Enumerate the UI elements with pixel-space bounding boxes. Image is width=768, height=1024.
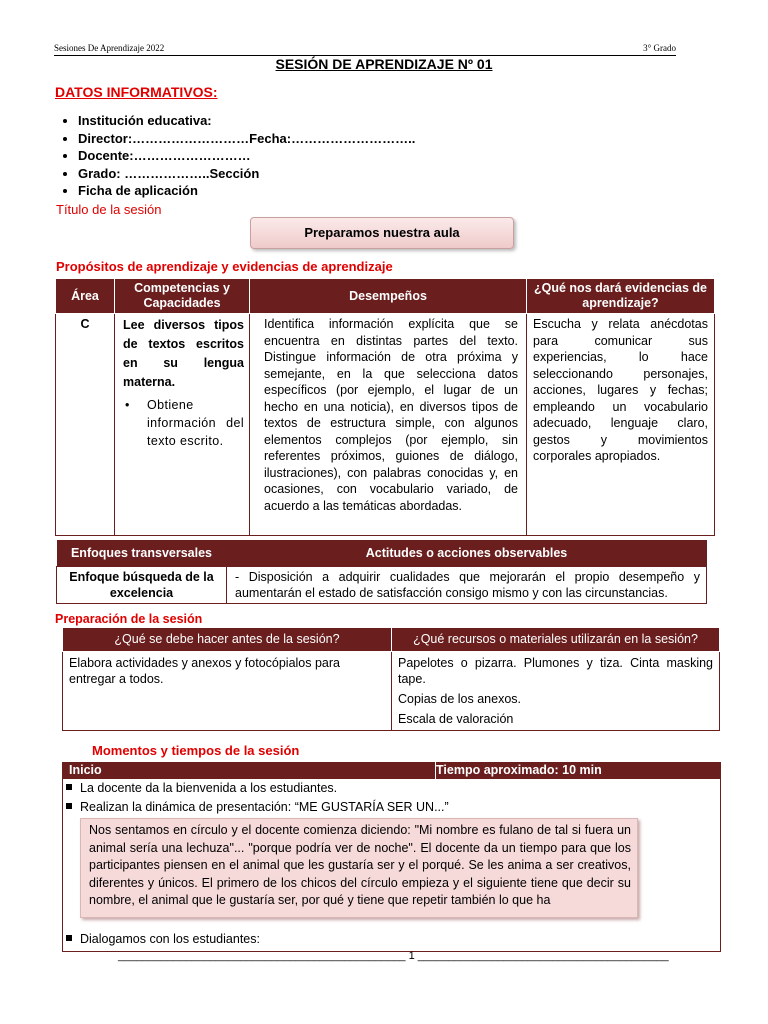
page-number: 1 — [408, 950, 415, 962]
desempeno-cell: Identifica información explícita que se encuentra en distintas partes del texto. Distingue información de otra próxima y semejante, en la que selecciona datos específicos (por ejemplo, el lugar de un hecho en una noticia), en diversos tipos de textos de estructura simple, con algunos elementos complejos (por ejemplo, sin referentes próximos, guiones de diálogo, ilustraciones), con palabras conocidas y, en ocasiones, con vocabulario variado, de acuerdo a las temáticas abordadas. — [250, 314, 527, 536]
titulo-label: Título de la sesión — [56, 202, 162, 217]
col-header-enfoques: Enfoques transversales — [57, 540, 227, 567]
col-header-desempenos: Desempeños — [250, 279, 527, 314]
info-item: • Grado: ………………..Sección — [78, 165, 415, 183]
square-bullet-icon — [66, 803, 72, 809]
info-item: • Docente:……………………… — [78, 147, 415, 165]
inicio-bullet — [66, 932, 260, 946]
info-item: • Director:………………………Fecha:……………………….. — [78, 130, 415, 148]
info-item: • Institución educativa: — [78, 112, 415, 130]
col-header-evidencias: ¿Qué nos dará evidencias de aprendizaje? — [527, 279, 715, 314]
propositos-heading: Propósitos de aprendizaje y evidencias de aprendizaje — [56, 259, 393, 274]
header-right: 3° Grado — [643, 43, 676, 53]
capacidad-text: Obtiene información del texto escrito. — [147, 398, 244, 448]
session-name-box: Preparamos nuestra aula — [250, 217, 514, 249]
col-header-antes: ¿Qué se debe hacer antes de la sesión? — [63, 628, 392, 652]
actitud-cell: - Disposición a adquirir cualidades que mejorarán el propio desempeño y aumentarán el estado de satisfacción consigo mismo y con las circunstancias. — [227, 567, 707, 604]
header-left: Sesiones De Aprendizaje 2022 — [54, 43, 165, 53]
capacidad-item — [123, 396, 244, 450]
page-footer — [118, 950, 669, 962]
competencia-text: Lee diversos tipos de textos escritos en su lengua materna. — [123, 318, 244, 389]
col-header-recursos: ¿Qué recursos o materiales utilizarán en la sesión? — [392, 628, 720, 652]
propositos-table — [55, 278, 715, 536]
evidencia-cell: Escucha y relata anécdotas para comunicar sus experiencias, lo hace seleccionando personajes, acciones, lugares y fechas; empleando un vocabulario adecuado, lenguaje claro, gestos y movimientos corporales apropiados. — [527, 314, 715, 536]
info-list — [48, 112, 415, 200]
col-header-actitudes: Actitudes o acciones observables — [227, 540, 707, 567]
info-item: • Ficha de aplicación — [78, 182, 415, 200]
bullet-icon: • — [125, 398, 130, 412]
datos-heading: DATOS INFORMATIVOS: — [55, 84, 218, 100]
recurso-item: Escala de valoración — [398, 712, 514, 726]
preparacion-heading: Preparación de la sesión — [55, 612, 203, 626]
dinamica-text: Nos sentamos en círculo y el docente comienza diciendo: "Mi nombre es fulano de tal si fuera un animal sería una lechuza"... "porque podría ver de noche". El docente da un tiempo para que los participantes piensen en el animal que les gustaría ser y el porqué. Se les anima a ser creativos, diferentes y únicos. El primero de los chicos del círculo empieza y el siguiente tiene que decir su nombre, el animal que le gustaría ser, por qué y tiene que repetir también lo que ha — [89, 823, 631, 907]
recursos-cell — [392, 652, 720, 731]
footer-line-left: _______________________________________________ — [118, 950, 406, 962]
inicio-tiempo: Tiempo aproximado: 10 min — [436, 763, 602, 777]
footer-line-right: _________________________________________ — [417, 950, 669, 962]
square-bullet-icon — [66, 935, 72, 941]
preparacion-table — [62, 627, 720, 731]
page-title: SESIÓN DE APRENDIZAJE Nº 01 — [275, 56, 493, 72]
momentos-heading: Momentos y tiempos de la sesión — [92, 743, 300, 758]
recurso-item: Copias de los anexos. — [398, 692, 521, 706]
antes-cell: Elabora actividades y anexos y fotocópialos para entregar a todos. — [63, 652, 392, 731]
area-cell: C — [56, 314, 115, 536]
inicio-bullet — [66, 781, 337, 795]
inicio-bullet-text: La docente da la bienvenida a los estudiantes. — [80, 781, 338, 795]
col-header-competencias: Competencias y Capacidades — [115, 279, 250, 314]
inicio-label: Inicio — [69, 763, 102, 777]
recurso-item: Papelotes o pizarra. Plumones y tiza. Cinta masking tape. — [398, 656, 713, 686]
inicio-bullet-text: Dialogamos con los estudiantes: — [80, 932, 260, 946]
enfoques-table — [56, 540, 707, 604]
square-bullet-icon — [66, 784, 72, 790]
inicio-bar — [62, 762, 720, 779]
enfoque-cell: Enfoque búsqueda de la excelencia — [57, 567, 227, 604]
inicio-bullet-text: Realizan la dinámica de presentación: “ME GUSTARÍA SER UN...” — [80, 800, 449, 814]
inicio-bullet — [66, 800, 449, 814]
dinamica-box — [80, 818, 638, 918]
col-header-area: Área — [56, 279, 115, 314]
competencias-cell — [115, 314, 250, 536]
